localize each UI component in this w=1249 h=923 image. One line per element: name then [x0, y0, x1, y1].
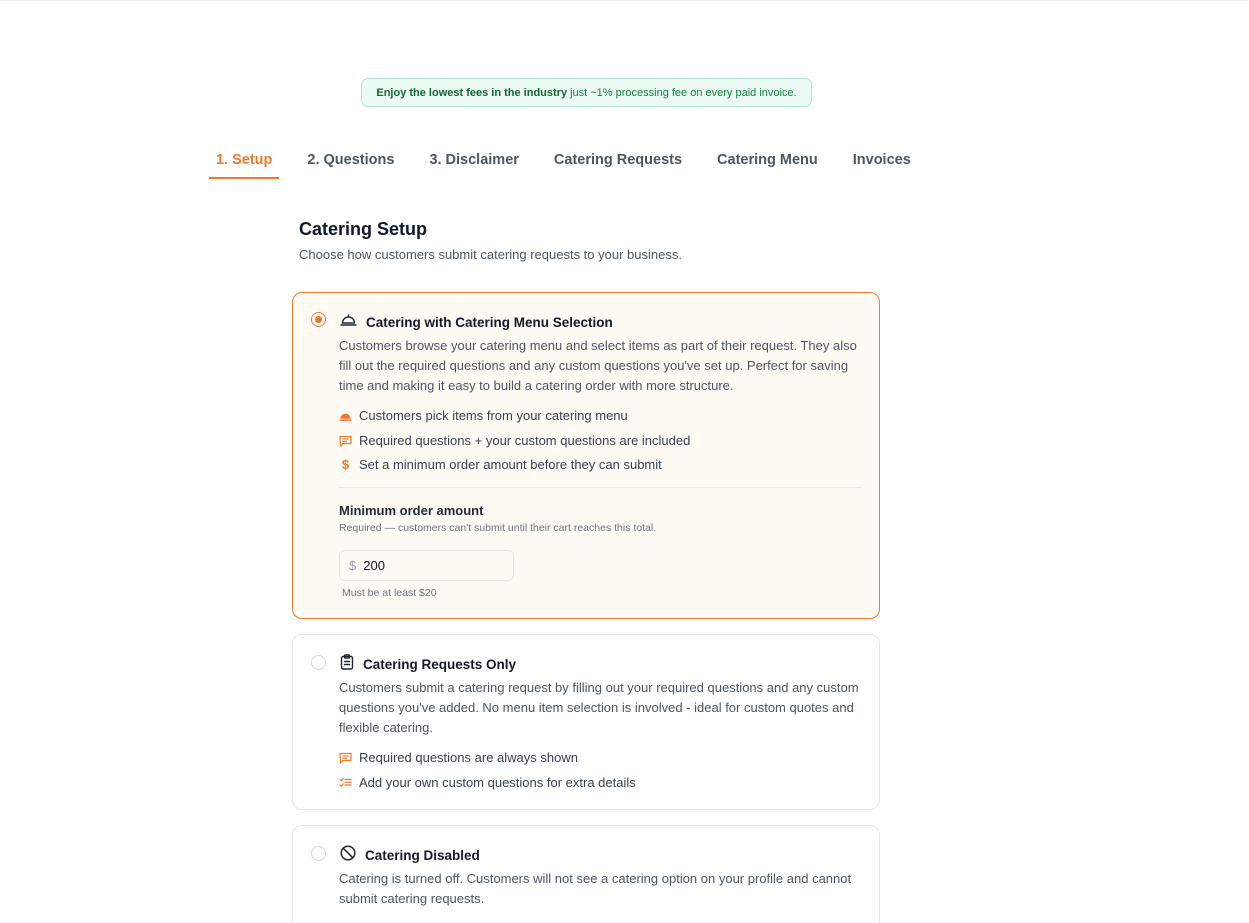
tab-bar	[209, 148, 918, 180]
minimum-order-label: Minimum order amount	[339, 503, 484, 518]
page-title: Catering Setup	[299, 219, 428, 239]
feature-item	[339, 750, 578, 765]
option-card-disabled[interactable]	[292, 825, 880, 923]
tab-invoices[interactable]: Invoices	[852, 152, 911, 168]
tab-setup[interactable]: 1. Setup	[209, 148, 279, 179]
option-title: Catering Requests Only	[363, 657, 517, 672]
feature-item	[339, 433, 690, 448]
option-description: Customers browse your catering menu and select items as part of their request. They also fill out the required questions and any custom questions you've set up. Perfect for saving time and making it easy to build a catering order with more structure.	[339, 338, 857, 393]
minimum-order-hint: Must be at least $20	[342, 587, 437, 599]
option-description: Customers submit a catering request by filling out your required questions and any custom questions you've added. No menu item selection is involved - ideal for custom quotes and flexible catering.	[339, 680, 859, 735]
radio-menu-selection[interactable]	[311, 312, 326, 327]
radio-disabled[interactable]	[311, 846, 326, 861]
page-subtitle: Choose how customers submit catering requests to your business.	[299, 247, 682, 262]
feature-item	[339, 457, 662, 472]
ban-icon	[340, 845, 356, 866]
tab-questions[interactable]: 2. Questions	[307, 152, 395, 168]
tab-catering-requests[interactable]: Catering Requests	[553, 152, 683, 168]
tab-catering-menu[interactable]: Catering Menu	[717, 152, 818, 168]
feature-text: Add your own custom questions for extra details	[359, 775, 636, 790]
option-description: Catering is turned off. Customers will not see a catering option on your profile and cannot submit catering requests.	[339, 871, 852, 906]
feature-text: Required questions are always shown	[359, 750, 578, 765]
option-header	[340, 312, 613, 332]
message-icon	[339, 751, 352, 764]
currency-symbol: $	[349, 558, 357, 573]
option-card-menu-selection[interactable]	[292, 292, 880, 619]
fee-banner-text: just ~1% processing fee on every paid invoice.	[570, 86, 797, 99]
tab-disclaimer[interactable]: 3. Disclaimer	[429, 152, 519, 168]
list-check-icon	[339, 776, 352, 789]
cloche-filled-icon	[339, 409, 352, 422]
cloche-icon	[340, 312, 357, 332]
fee-banner	[361, 78, 812, 107]
feature-text: Set a minimum order amount before they can submit	[359, 457, 662, 472]
feature-text: Customers pick items from your catering menu	[359, 408, 628, 423]
feature-text: Required questions + your custom questions are included	[359, 433, 691, 448]
feature-item	[339, 775, 636, 790]
feature-item	[339, 408, 628, 423]
clipboard-icon	[340, 654, 354, 675]
minimum-order-input[interactable]	[339, 550, 514, 581]
option-title: Catering with Catering Menu Selection	[366, 314, 613, 330]
option-title: Catering Disabled	[365, 848, 480, 863]
fee-banner-bold: Enjoy the lowest fees in the industry	[376, 86, 568, 99]
message-icon	[339, 434, 352, 447]
dollar-icon: $	[341, 457, 350, 472]
top-divider	[0, 0, 1249, 1]
minimum-order-help: Required — customers can't submit until their cart reaches this total.	[339, 522, 657, 534]
option-header	[340, 654, 516, 675]
section-divider	[339, 487, 861, 488]
option-card-requests-only[interactable]	[292, 634, 880, 810]
minimum-order-value[interactable]: 200	[363, 558, 385, 573]
option-header	[340, 845, 480, 866]
radio-requests-only[interactable]	[311, 655, 326, 670]
